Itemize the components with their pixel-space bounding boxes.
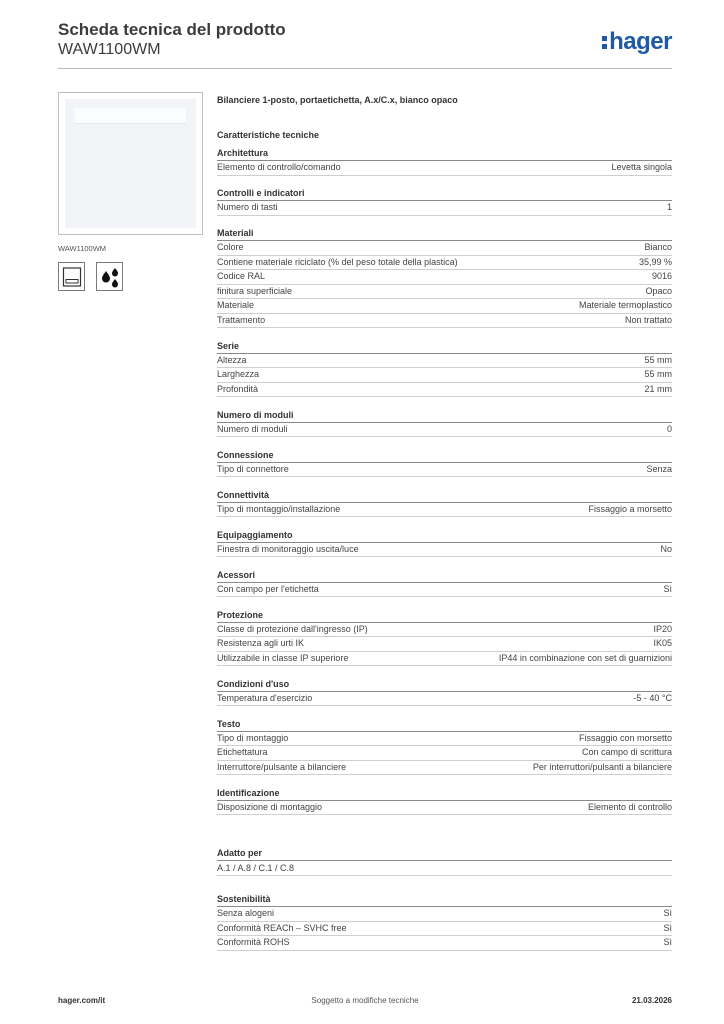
spec-label: Disposizione di montaggio <box>217 801 323 812</box>
product-description: Bilanciere 1-posto, portaetichetta, A.x/C.x, bianco opaco <box>217 95 458 105</box>
product-image <box>58 92 203 235</box>
spec-label: Trattamento <box>217 314 266 325</box>
spec-value: -5 - 40 °C <box>633 692 672 703</box>
spec-label: Conformità ROHS <box>217 937 290 947</box>
spec-value: Levetta singola <box>611 162 672 172</box>
section-title: Acessori <box>217 568 672 583</box>
spec-row <box>217 299 672 314</box>
spec-value: Materiale termoplastico <box>578 300 672 310</box>
spec-section <box>217 186 672 216</box>
spec-value: IK05 <box>653 638 672 648</box>
spec-row <box>217 922 672 937</box>
spec-sections <box>217 146 672 815</box>
spec-value: 9016 <box>651 271 672 281</box>
spec-row <box>217 383 672 398</box>
spec-row <box>217 652 672 667</box>
sustainability-rows <box>217 907 672 951</box>
spec-value: Per interruttori/pulsanti a bilanciere <box>532 761 672 772</box>
spec-value: Opaco <box>645 285 672 296</box>
spec-value: 55 mm <box>644 354 672 365</box>
device-outline-icon <box>58 262 85 291</box>
spec-label: Tipo di connettore <box>217 463 289 474</box>
spec-label: Larghezza <box>217 369 260 379</box>
spec-row <box>217 907 672 922</box>
spec-label: Numero di tasti <box>217 202 278 212</box>
spec-section <box>217 408 672 438</box>
spec-row <box>217 256 672 271</box>
section-title: Testo <box>217 717 672 732</box>
spec-value: 21 mm <box>644 383 672 394</box>
spec-value: Sì <box>663 908 672 918</box>
spec-row <box>217 354 672 369</box>
spec-section <box>217 146 672 176</box>
spec-row <box>217 314 672 329</box>
spec-row <box>217 623 672 638</box>
spec-row <box>217 746 672 761</box>
spec-row <box>217 201 672 216</box>
spec-section <box>217 226 672 328</box>
spec-label: finitura superficiale <box>217 285 293 296</box>
spec-value: No <box>660 543 672 554</box>
spec-label: Conformità REACh – SVHC free <box>217 922 347 933</box>
section-title: Materiali <box>217 226 672 241</box>
spec-label: Etichettatura <box>217 747 268 757</box>
spec-value: IP44 in combinazione con set di guarnizioni <box>498 652 672 663</box>
spec-value: 1 <box>666 202 672 212</box>
spec-section <box>217 677 672 707</box>
spec-row <box>217 637 672 652</box>
spec-content <box>217 93 672 951</box>
section-title: Equipaggiamento <box>217 528 672 543</box>
spec-value: Sì <box>663 937 672 947</box>
product-code: WAW1100WM <box>58 41 161 58</box>
spec-value: Sì <box>663 583 672 594</box>
spec-label: Codice RAL <box>217 271 266 281</box>
spec-row <box>217 423 672 438</box>
spec-label: Elemento di controllo/comando <box>217 162 341 172</box>
spec-label: Numero di moduli <box>217 423 288 434</box>
spec-value: Con campo di scrittura <box>581 747 672 757</box>
section-title: Serie <box>217 339 672 354</box>
spec-label: Altezza <box>217 354 247 365</box>
page-title: Scheda tecnica del prodotto <box>58 20 286 39</box>
page-header <box>58 20 672 70</box>
footer-website: hager.com/it <box>58 996 106 1005</box>
spec-row <box>217 285 672 300</box>
tech-heading: Caratteristiche tecniche <box>217 130 320 140</box>
spec-value: 55 mm <box>644 369 672 379</box>
spec-label: Temperatura d'esercizio <box>217 692 313 703</box>
spec-value: 0 <box>666 423 672 434</box>
spec-label: Finestra di monitoraggio uscita/luce <box>217 543 359 554</box>
image-caption: WAW1100WM <box>58 244 107 253</box>
rocker-plate <box>65 99 196 228</box>
spec-label: Materiale <box>217 300 255 310</box>
header-divider <box>58 68 672 69</box>
spec-row <box>217 761 672 776</box>
spec-section <box>217 339 672 398</box>
spec-row <box>217 503 672 518</box>
section-title: Protezione <box>217 608 672 623</box>
hager-logo <box>602 28 672 56</box>
spec-value: Fissaggio con morsetto <box>578 732 672 743</box>
spec-section <box>217 717 672 776</box>
suitable-section <box>217 846 672 876</box>
suitable-value: A.1 / A.8 / C.1 / C.8 <box>217 861 672 876</box>
spec-value: Non trattato <box>624 314 672 325</box>
spec-label: Utilizzabile in classe IP superiore <box>217 652 349 663</box>
spec-row <box>217 368 672 383</box>
section-title: Identificazione <box>217 786 672 801</box>
label-field <box>75 108 186 124</box>
spec-row <box>217 161 672 176</box>
spec-row <box>217 936 672 951</box>
spec-section <box>217 608 672 667</box>
spec-label: Contiene materiale riciclato (% del peso totale della plastica) <box>217 256 458 267</box>
section-title: Controlli e indicatori <box>217 186 672 201</box>
spec-label: Profondità <box>217 383 259 394</box>
spec-row <box>217 543 672 558</box>
section-title: Architettura <box>217 146 672 161</box>
section-title: Connessione <box>217 448 672 463</box>
spec-row <box>217 732 672 747</box>
logo-text: hager <box>609 28 672 55</box>
spec-row <box>217 583 672 598</box>
spec-row <box>217 801 672 816</box>
section-title: Connettività <box>217 488 672 503</box>
spec-row <box>217 270 672 285</box>
water-drops-icon <box>96 262 123 291</box>
spec-label: Tipo di montaggio <box>217 732 289 743</box>
spec-value: Bianco <box>644 242 672 252</box>
spec-section <box>217 488 672 518</box>
spec-value: Fissaggio a morsetto <box>588 503 672 514</box>
spec-label: Senza alogeni <box>217 908 275 918</box>
spec-row <box>217 463 672 478</box>
spec-value: Sì <box>663 922 672 933</box>
spec-row <box>217 241 672 256</box>
logo-colon-icon <box>602 28 607 52</box>
spec-value: Elemento di controllo <box>587 801 672 812</box>
spec-label: Con campo per l'etichetta <box>217 583 319 594</box>
spec-section <box>217 786 672 816</box>
spec-section <box>217 448 672 478</box>
spec-value: Senza <box>646 463 672 474</box>
spec-row <box>217 692 672 707</box>
spec-value: 35,99 % <box>638 256 672 267</box>
sustainability-section <box>217 892 672 951</box>
spec-section <box>217 528 672 558</box>
section-title: Sostenibilità <box>217 892 672 907</box>
spec-section <box>217 568 672 598</box>
spec-label: Interruttore/pulsante a bilanciere <box>217 761 347 772</box>
spec-value: IP20 <box>653 623 672 634</box>
spec-label: Colore <box>217 242 244 252</box>
spec-label: Resistenza agli urti IK <box>217 638 305 648</box>
footer-note: Soggetto a modifiche tecniche <box>311 996 419 1005</box>
section-title: Numero di moduli <box>217 408 672 423</box>
footer-date: 21.03.2026 <box>631 996 672 1005</box>
spec-label: Tipo di montaggio/installazione <box>217 503 341 514</box>
section-title: Adatto per <box>217 846 672 861</box>
section-title: Condizioni d'uso <box>217 677 672 692</box>
spec-label: Classe di protezione dall'ingresso (IP) <box>217 623 368 634</box>
